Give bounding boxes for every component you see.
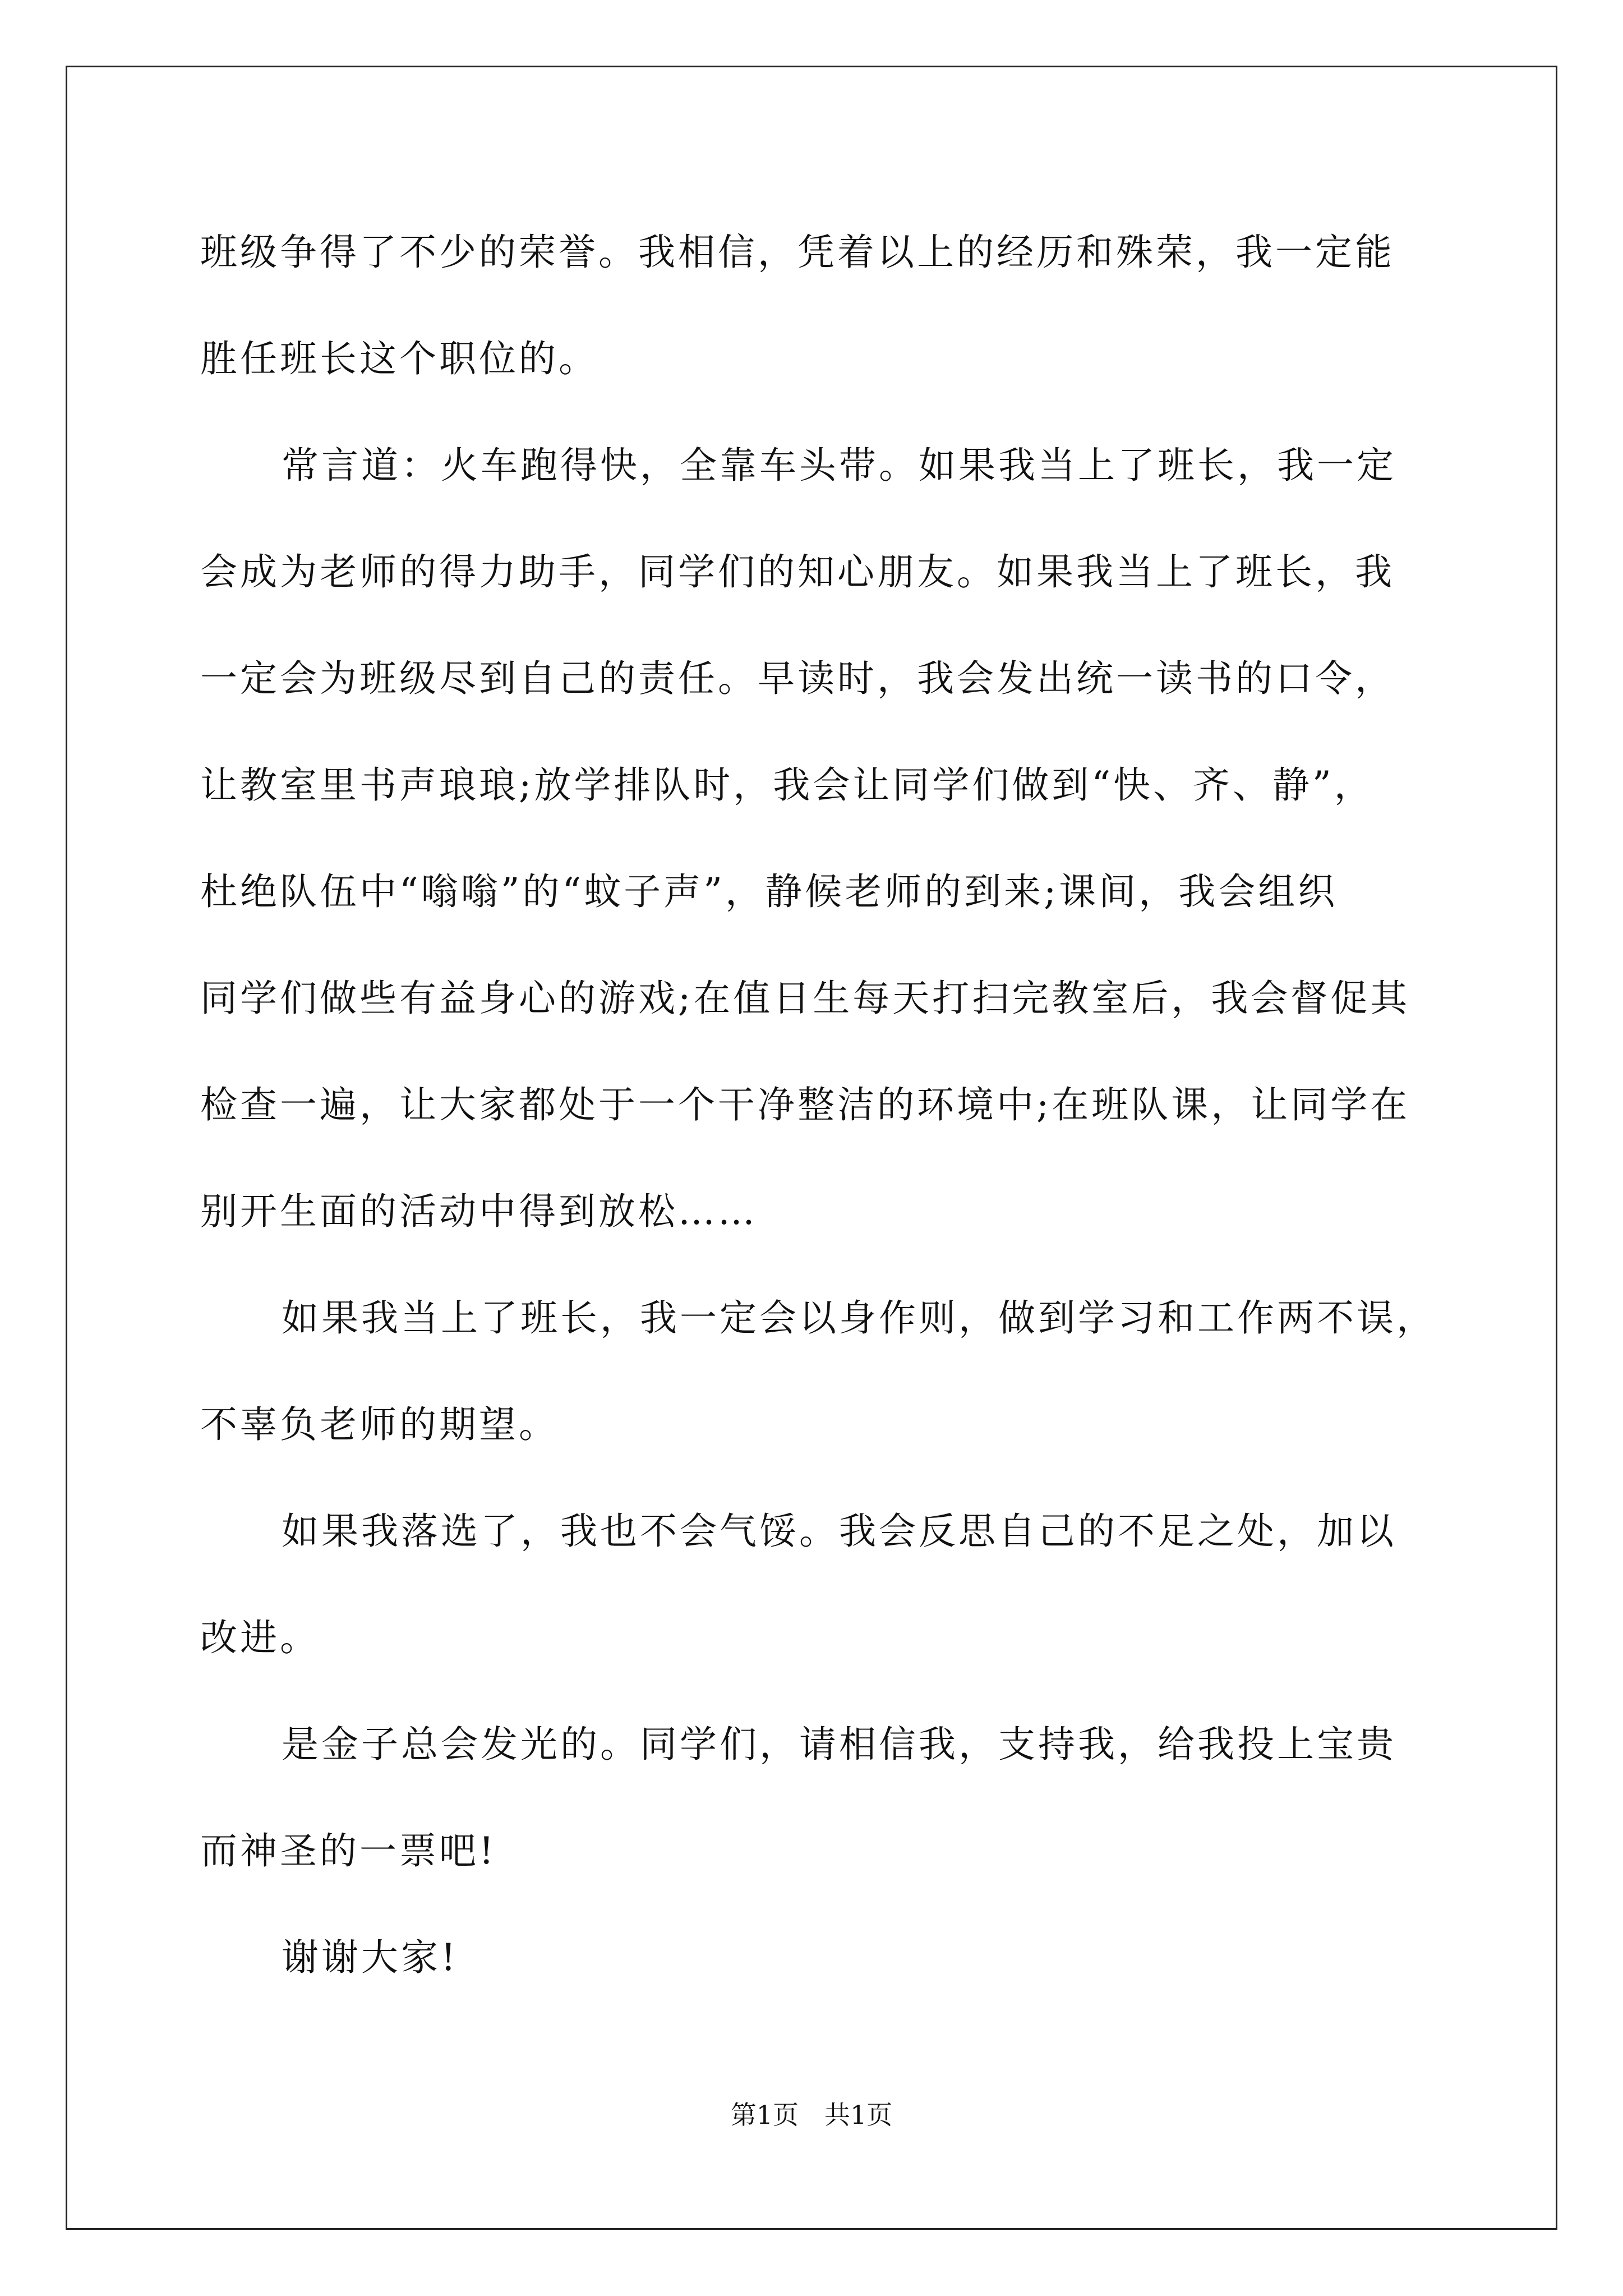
text-line: 让教室里书声琅琅;放学排队时，我会让同学们做到“快、齐、静”，: [200, 763, 1374, 807]
text-line: 常言道：火车跑得快，全靠车头带。如果我当上了班长，我一定: [282, 444, 1396, 487]
page-border: [66, 66, 1557, 2230]
text-line: 改进。: [200, 1616, 320, 1659]
page-footer: [0, 2099, 1623, 2131]
text-line: 而神圣的一票吧!: [200, 1829, 497, 1872]
text-line: 胜任班长这个职位的。: [200, 337, 598, 380]
text-line: 不辜负老师的期望。: [200, 1403, 559, 1446]
text-line: 别开生面的活动中得到放松……: [200, 1190, 758, 1233]
text-line: 班级争得了不少的荣誉。我相信，凭着以上的经历和殊荣，我一定能: [200, 231, 1395, 274]
text-line: 如果我当上了班长，我一定会以身作则，做到学习和工作两不误，: [282, 1296, 1436, 1340]
text-line: 会成为老师的得力助手，同学们的知心朋友。如果我当上了班长，我: [200, 550, 1395, 593]
text-line: 如果我落选了，我也不会气馁。我会反思自己的不足之处，加以: [282, 1510, 1396, 1553]
text-line: 谢谢大家!: [282, 1936, 459, 1979]
text-line: 是金子总会发光的。同学们，请相信我，支持我，给我投上宝贵: [282, 1723, 1396, 1766]
text-line: 一定会为班级尽到自己的责任。早读时，我会发出统一读书的口令，: [200, 657, 1395, 700]
text-line: 同学们做些有益身心的游戏;在值日生每天打扫完教室后，我会督促其: [200, 977, 1410, 1020]
page-total: 共1页: [824, 2100, 893, 2130]
text-line: 杜绝队伍中“嗡嗡”的“蚊子声”，静候老师的到来;课间，我会组织: [200, 870, 1338, 913]
page-number: 第1页: [730, 2100, 799, 2130]
text-line: 检查一遍，让大家都处于一个干净整洁的环境中;在班队课，让同学在: [200, 1083, 1410, 1126]
